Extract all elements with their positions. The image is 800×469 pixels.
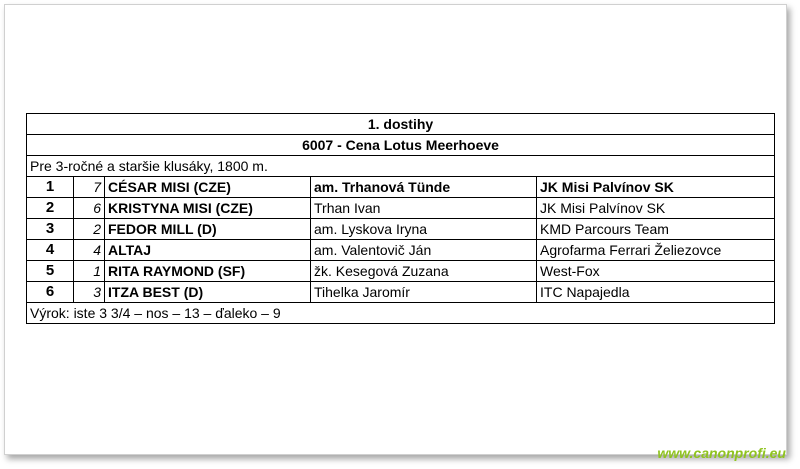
horse-cell: RITA RAYMOND (SF) [105,261,311,282]
table-row [27,177,775,198]
start-number-cell: 3 [74,282,105,303]
race-conditions: Pre 3-ročné a staršie klusáky, 1800 m. [27,156,775,177]
start-number-cell: 2 [74,219,105,240]
table-row [27,261,775,282]
table-row [27,282,775,303]
horse-cell: ITZA BEST (D) [105,282,311,303]
place-cell: 3 [27,219,74,240]
owner-cell: JK Misi Palvínov SK [537,198,775,219]
owner-cell: ITC Napajedla [537,282,775,303]
horse-cell: ALTAJ [105,240,311,261]
race-result: Výrok: iste 3 3/4 – nos – 13 – ďaleko – 9 [27,303,775,324]
driver-cell: am. Trhanová Tünde [311,177,537,198]
driver-cell: Tihelka Jaromír [311,282,537,303]
race-results-table [26,113,775,324]
driver-cell: am. Valentovič Ján [311,240,537,261]
place-cell: 1 [27,177,74,198]
horse-cell: FEDOR MILL (D) [105,219,311,240]
start-number-cell: 7 [74,177,105,198]
table-row [27,198,775,219]
table-row [27,219,775,240]
place-cell: 4 [27,240,74,261]
race-title-row [27,114,775,135]
race-name: 6007 - Cena Lotus Meerhoeve [27,135,775,156]
horse-cell: CÉSAR MISI (CZE) [105,177,311,198]
owner-cell: Agrofarma Ferrari Želiezovce [537,240,775,261]
result-row [27,303,775,324]
table-row [27,240,775,261]
start-number-cell: 6 [74,198,105,219]
start-number-cell: 1 [74,261,105,282]
owner-cell: KMD Parcours Team [537,219,775,240]
driver-cell: žk. Kesegová Zuzana [311,261,537,282]
place-cell: 5 [27,261,74,282]
horse-cell: KRISTYNA MISI (CZE) [105,198,311,219]
start-number-cell: 4 [74,240,105,261]
race-name-row [27,135,775,156]
owner-cell: West-Fox [537,261,775,282]
race-title: 1. dostihy [27,114,775,135]
place-cell: 2 [27,198,74,219]
place-cell: 6 [27,282,74,303]
owner-cell: JK Misi Palvínov SK [537,177,775,198]
race-conditions-row [27,156,775,177]
driver-cell: Trhan Ivan [311,198,537,219]
driver-cell: am. Lyskova Iryna [311,219,537,240]
watermark: www.canonprofi.eu [657,445,786,461]
